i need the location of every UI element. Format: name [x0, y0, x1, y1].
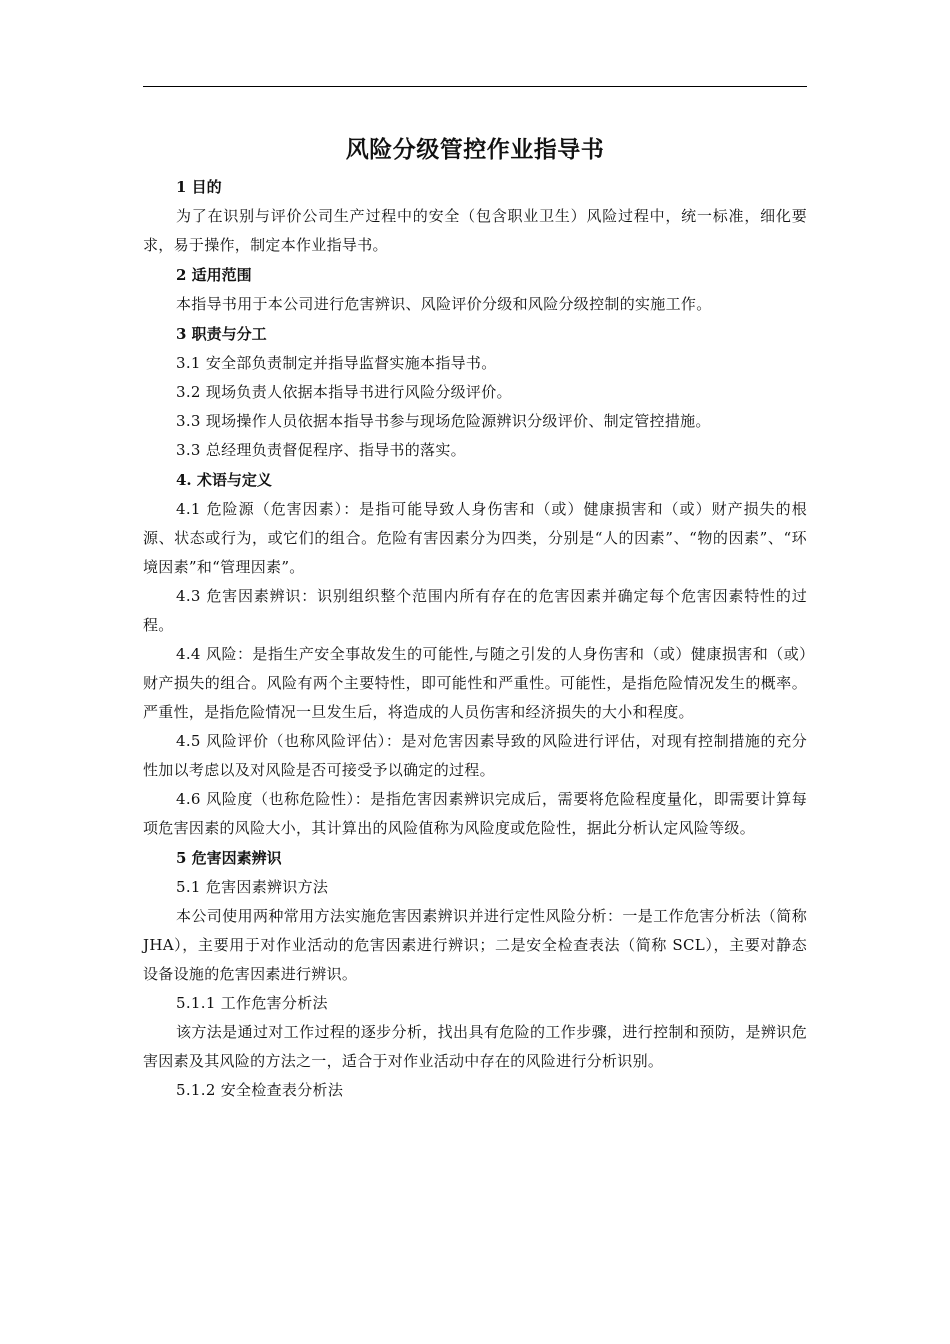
- paragraph-3-3b: 3.3 总经理负责督促程序、指导书的落实。: [176, 441, 466, 459]
- section-heading-5: 5 危害因素辨识: [176, 849, 282, 867]
- document-content: [143, 172, 807, 1105]
- header-rule: [143, 86, 807, 87]
- section-heading-3: 3 职责与分工: [176, 325, 267, 343]
- paragraph-5-1: 5.1 危害因素辨识方法: [176, 878, 329, 896]
- section-heading-4: 4. 术语与定义: [176, 471, 272, 489]
- section-heading-2: 2 适用范围: [176, 266, 252, 284]
- paragraph-5-1-body: 本公司使用两种常用方法实施危害因素辨识并进行定性风险分析：一是工作危害分析法（简称 JHA），主要用于对作业活动的危害因素进行辨识；二是安全检查表法（简称 SCL），主要对静态设备设施的危害因素进行辨识。: [143, 907, 807, 983]
- paragraph-4-3: 4.3 危害因素辨识：识别组织整个范围内所有存在的危害因素并确定每个危害因素特性的过程。: [143, 587, 807, 634]
- paragraph-3-2: 3.2 现场负责人依据本指导书进行风险分级评价。: [176, 383, 512, 401]
- paragraph-5-1-1-body: 该方法是通过对工作过程的逐步分析，找出具有危险的工作步骤，进行控制和预防，是辨识危害因素及其风险的方法之一，适合于对作业活动中存在的风险进行分析识别。: [143, 1023, 807, 1070]
- document-title: 风险分级管控作业指导书: [345, 137, 605, 163]
- paragraph-5-1-2: 5.1.2 安全检查表分析法: [176, 1081, 344, 1099]
- paragraph-4-4: 4.4 风险：是指生产安全事故发生的可能性,与随之引发的人身伤害和（或）健康损害和（或）财产损失的组合。风险有两个主要特性，即可能性和严重性。可能性，是指危险情况发生的概率。严重性，是指危险情况一旦发生后，将造成的人员伤害和经济损失的大小和程度。: [143, 645, 807, 721]
- section-heading-1: 1 目的: [176, 178, 222, 196]
- paragraph-4-6: 4.6 风险度（也称危险性）：是指危害因素辨识完成后，需要将危险程度量化，即需要计算每项危害因素的风险大小，其计算出的风险值称为风险度或危险性，据此分析认定风险等级。: [143, 790, 807, 837]
- paragraph-purpose: 为了在识别与评价公司生产过程中的安全（包含职业卫生）风险过程中，统一标准，细化要求，易于操作，制定本作业指导书。: [143, 207, 807, 254]
- paragraph-5-1-1: 5.1.1 工作危害分析法: [176, 994, 328, 1012]
- paragraph-4-1: 4.1 危险源（危害因素）：是指可能导致人身伤害和（或）健康损害和（或）财产损失的根源、状态或行为，或它们的组合。危险有害因素分为四类，分别是“人的因素”、“物的因素”、“环境因素”和“管理因素”。: [143, 500, 807, 576]
- paragraph-3-3a: 3.3 现场操作人员依据本指导书参与现场危险源辨识分级评价、制定管控措施。: [176, 412, 711, 430]
- document-body: [143, 130, 807, 1105]
- paragraph-scope: 本指导书用于本公司进行危害辨识、风险评价分级和风险分级控制的实施工作。: [176, 295, 712, 313]
- paragraph-3-1: 3.1 安全部负责制定并指导监督实施本指导书。: [176, 354, 497, 372]
- paragraph-4-5: 4.5 风险评价（也称风险评估）：是对危害因素导致的风险进行评估，对现有控制措施的充分性加以考虑以及对风险是否可接受予以确定的过程。: [143, 732, 807, 779]
